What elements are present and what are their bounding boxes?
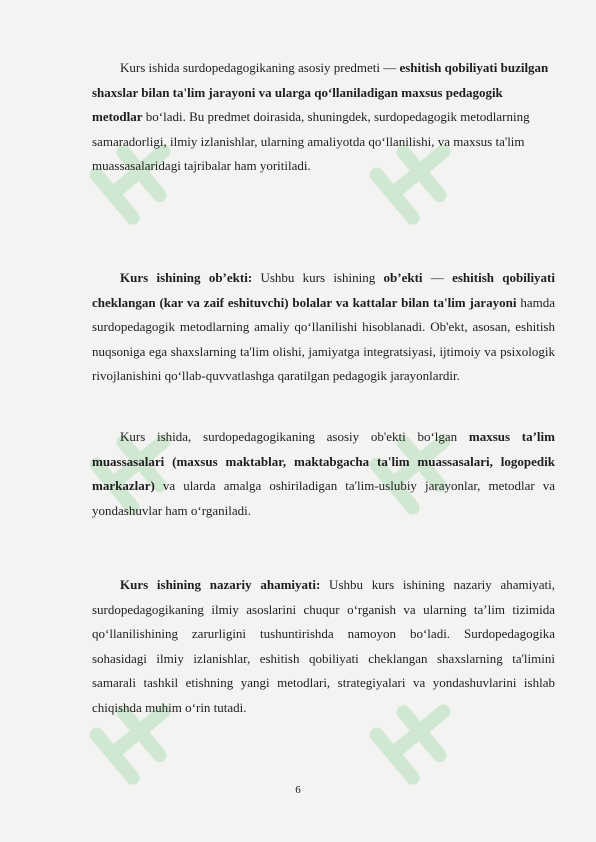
bold-text-run: Kurs ishining nazariy ahamiyati: [120,577,321,592]
bold-text-run: maxsus ta’lim muassasalari (maxsus maktablar, maktabgacha ta'lim muassasalari, logopedik markazlar) [92,429,555,494]
paragraph-object [92,266,555,389]
paragraph-subject [92,56,555,179]
text-run: va ularda amalga oshiriladigan ta'lim-uslubiy jarayonlar, metodlar va yondashuvlar ham o‘rganiladi. [92,478,555,518]
paragraph-object-detail [92,425,555,523]
text-run: Kurs ishida, surdopedagogikaning asosiy ob'ekti bo‘lgan [120,429,469,444]
text-run: Kurs ishida surdopedagogikaning asosiy predmeti — [120,60,400,75]
text-run: bo‘ladi. Bu predmet doirasida, shuningdek, surdopedagogik metodlarning samaradorligi, ilmiy izlanishlar, ularning amaliyotda qo‘llanilishi, va maxsus ta'lim muassasalaridagi tajribalar ham yoritiladi. [92,109,530,174]
bold-text-run: eshitish qobiliyati cheklangan (kar va zaif eshituvchi) bolalar va kattalar bilan ta'lim jarayoni [92,270,555,310]
paragraph-theoretical-significance [92,573,555,721]
bold-text-run: ob’ekti [383,270,423,285]
text-run: Ushbu kurs ishining [252,270,384,285]
page-number: 6 [295,784,301,796]
bold-text-run: eshitish qobiliyati buzilgan shaxslar bilan ta'lim jarayoni va ularga qo‘llaniladigan maxsus pedagogik metodlar [92,60,549,125]
bold-text-run: Kurs ishining ob’ekti: [120,270,253,285]
text-run: — [422,270,453,285]
text-run: Ushbu kurs ishining nazariy ahamiyati, surdopedagogikaning ilmiy asoslarini chuqur o‘rganish va ularning ta’lim tizimida qo‘llanilishining zarurligini tushuntirishda namoyon bo‘ladi. Surdopedagogika sohasidagi ilmiy izlanishlar, eshitish qobiliyati cheklangan shaxslarning ta'limini samarali tashkil etishning yangi metodlari, strategiyalari va yondashuvlarini ishlab chiqishda muhim o‘rin tutadi. [92,577,556,715]
text-run: hamda surdopedagogik metodlarning amaliy qo‘llanilishi hisoblanadi. Ob'ekt, asosan, eshitish nuqsoniga ega shaxslarning ta'lim olishi, jamiyatga integratsiyasi, ijtimoiy va psixologik rivojlanishini qo‘llab-quvvatlashga qaratilgan pedagogik jarayonlardir. [92,294,555,384]
